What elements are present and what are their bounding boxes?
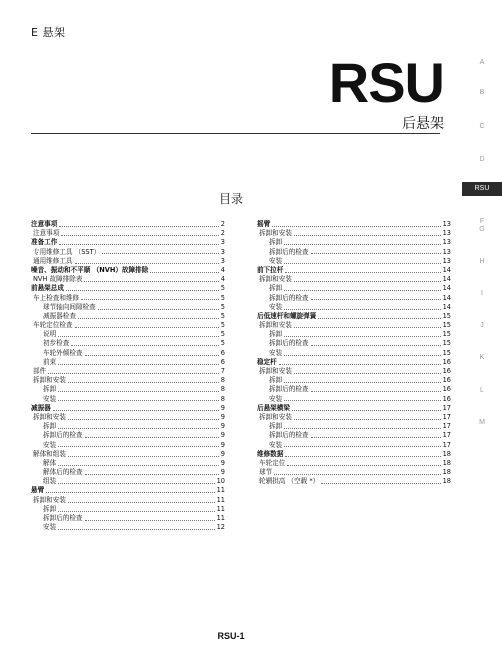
- toc-entry[interactable]: [31, 220, 225, 229]
- toc-leader-dots: [294, 229, 441, 236]
- toc-entry[interactable]: [257, 385, 451, 394]
- toc-leader-dots: [285, 450, 440, 457]
- toc-entry[interactable]: [257, 339, 451, 348]
- toc-leader-dots: [284, 257, 440, 264]
- toc-entry-page: 9: [220, 403, 225, 412]
- toc-leader-dots: [58, 523, 214, 530]
- toc-leader-dots: [311, 385, 441, 392]
- toc-entry-page: 9: [220, 458, 225, 467]
- toc-entry[interactable]: [257, 468, 451, 477]
- toc-leader-dots: [68, 413, 219, 420]
- toc-leader-dots: [66, 284, 219, 291]
- toc-entry-page: 5: [220, 311, 225, 320]
- side-tab-c[interactable]: C: [479, 123, 485, 130]
- toc-leader-dots: [279, 358, 441, 365]
- toc-entry-page: 14: [442, 284, 451, 293]
- toc-leader-dots: [98, 303, 219, 310]
- toc-entry-label: 拆卸: [43, 504, 57, 513]
- toc-entry-page: 14: [442, 275, 451, 284]
- toc-entry-label: 拆卸: [269, 422, 283, 431]
- toc-entry[interactable]: [31, 523, 225, 532]
- toc-leader-dots: [59, 220, 218, 227]
- toc-leader-dots: [58, 358, 219, 365]
- toc-entry-page: 14: [442, 293, 451, 302]
- toc-entry[interactable]: [257, 431, 451, 440]
- toc-entry[interactable]: [257, 238, 451, 247]
- toc-entry-label: 部件: [33, 367, 47, 375]
- toc-entry-page: 14: [442, 265, 451, 274]
- toc-leader-dots: [284, 422, 440, 429]
- toc-entry-page: 16: [442, 357, 451, 366]
- toc-entry[interactable]: [257, 450, 451, 459]
- toc-leader-dots: [284, 284, 440, 291]
- toc-entry[interactable]: [31, 413, 225, 422]
- toc-leader-dots: [294, 321, 441, 328]
- toc-entry-label: 轮辋拱高 （空载 *）: [259, 477, 320, 486]
- toc-entry[interactable]: [31, 367, 225, 376]
- toc-leader-dots: [284, 303, 440, 310]
- toc-entry-label: 注意事项: [31, 220, 58, 228]
- toc-leader-dots: [68, 376, 219, 383]
- toc-entry-page: 15: [442, 321, 451, 330]
- toc-entry-page: 16: [442, 376, 451, 385]
- page-number: RSU-1: [217, 631, 245, 641]
- toc-entry-label: 拆卸后的检查: [269, 339, 309, 348]
- toc-entry[interactable]: [31, 238, 225, 247]
- side-tab-g[interactable]: G: [479, 226, 485, 233]
- toc-entry-label: 维修数据: [257, 449, 284, 458]
- toc-leader-dots: [58, 330, 219, 337]
- toc-leader-dots: [292, 404, 441, 411]
- toc-entry-page: 8: [220, 376, 225, 385]
- toc-entry[interactable]: [31, 284, 225, 293]
- toc-entry-label: 安装: [269, 348, 283, 357]
- toc-leader-dots: [53, 404, 219, 411]
- toc-entry-label: 后悬架横梁: [257, 403, 290, 412]
- toc-entry-page: 11: [216, 495, 225, 504]
- toc-entry-label: 摇臂: [257, 220, 271, 228]
- toc-entry-label: 拆卸: [43, 422, 57, 431]
- side-tab-j[interactable]: J: [480, 322, 484, 329]
- toc-leader-dots: [272, 220, 440, 227]
- document-code: RSU: [328, 51, 444, 114]
- toc-entry-label: 悬臂: [31, 486, 45, 495]
- toc-entry-page: 15: [442, 330, 451, 339]
- toc-leader-dots: [284, 349, 440, 356]
- toc-entry[interactable]: [31, 294, 225, 303]
- toc-entry-label: 车上检查和维修: [33, 293, 80, 302]
- toc-entry[interactable]: [31, 312, 225, 321]
- toc-entry-label: NVH 故障排除表: [33, 275, 83, 284]
- toc-entry[interactable]: [31, 505, 225, 514]
- toc-leader-dots: [68, 496, 215, 503]
- toc-entry-page: 17: [442, 431, 451, 440]
- toc-entry-label: 车轮外倾检查: [43, 348, 83, 357]
- toc-entry[interactable]: [257, 220, 451, 229]
- toc-entry-page: 13: [442, 247, 451, 256]
- toc-entry-label: 解体: [43, 458, 57, 467]
- toc-entry[interactable]: [31, 404, 225, 413]
- toc-leader-dots: [294, 275, 441, 282]
- header-divider: [31, 133, 440, 134]
- toc-entry-label: 拆卸后的检查: [269, 247, 309, 256]
- toc-entry-page: 9: [220, 468, 225, 477]
- toc-entry-page: 2: [220, 229, 225, 238]
- toc-entry-label: 拆卸: [269, 330, 283, 339]
- toc-entry[interactable]: [31, 385, 225, 394]
- toc-leader-dots: [75, 321, 219, 328]
- toc-leader-dots: [150, 266, 218, 273]
- toc-leader-dots: [75, 257, 219, 264]
- toc-left-column: [31, 220, 225, 532]
- toc-entry-label: 拆卸和安装: [259, 275, 292, 284]
- toc-leader-dots: [274, 468, 440, 475]
- toc-leader-dots: [58, 459, 219, 466]
- toc-entry-page: 18: [442, 468, 451, 477]
- toc-entry-page: 3: [220, 238, 225, 247]
- toc-entry-page: 16: [442, 394, 451, 403]
- toc-entry-page: 15: [442, 311, 451, 320]
- toc-leader-dots: [78, 312, 219, 319]
- toc-entry-label: 噪音、振动和不平顺 （NVH）故障排除: [31, 265, 149, 274]
- toc-entry-page: 9: [220, 431, 225, 440]
- toc-leader-dots: [287, 459, 440, 466]
- toc-entry-label: 安装: [43, 394, 57, 403]
- toc-leader-dots: [85, 349, 219, 356]
- toc-entry-page: 9: [220, 412, 225, 421]
- toc-entry-page: 8: [220, 394, 225, 403]
- toc-entry-label: 解体后的检查: [43, 468, 83, 477]
- toc-entry-label: 拆卸和安装: [259, 321, 292, 330]
- toc-entry[interactable]: [31, 349, 225, 358]
- toc-leader-dots: [46, 486, 214, 493]
- toc-entry-label: 前束: [43, 357, 57, 366]
- toc-leader-dots: [48, 367, 219, 374]
- toc-entry-label: 通用维修工具: [33, 256, 73, 265]
- toc-entry[interactable]: [31, 441, 225, 450]
- toc-leader-dots: [58, 385, 219, 392]
- toc-entry[interactable]: [31, 358, 225, 367]
- toc-entry-label: 解体和组装: [33, 449, 66, 458]
- toc-entry-page: 5: [220, 339, 225, 348]
- toc-entry-label: 前悬架总成: [31, 284, 64, 293]
- toc-entry[interactable]: [31, 486, 225, 495]
- toc-entry-label: 拆卸和安装: [259, 229, 292, 238]
- toc-entry-page: 14: [442, 302, 451, 311]
- toc-entry[interactable]: [257, 284, 451, 293]
- toc-entry-label: 减振器: [31, 403, 51, 412]
- toc-entry-page: 12: [216, 523, 225, 532]
- toc-entry-label: 拆卸后的检查: [269, 385, 309, 394]
- toc-entry[interactable]: [31, 477, 225, 486]
- document-title: 后悬架: [402, 116, 444, 132]
- toc-entry-label: 拆卸和安装: [33, 376, 66, 385]
- toc-entry[interactable]: [257, 349, 451, 358]
- toc-leader-dots: [294, 367, 441, 374]
- toc-entry[interactable]: [257, 321, 451, 330]
- side-tab-m[interactable]: M: [479, 419, 485, 426]
- toc-entry[interactable]: [31, 496, 225, 505]
- toc-entry-page: 9: [220, 440, 225, 449]
- toc-entry-page: 15: [442, 339, 451, 348]
- toc-entry[interactable]: [31, 257, 225, 266]
- toc-entry-label: 拆卸后的检查: [269, 431, 309, 440]
- side-tab-k[interactable]: K: [479, 354, 485, 361]
- toc-entry-label: 安装: [269, 440, 283, 449]
- toc-leader-dots: [85, 514, 215, 521]
- toc-entry[interactable]: [31, 395, 225, 404]
- toc-leader-dots: [284, 330, 440, 337]
- toc-entry[interactable]: [257, 395, 451, 404]
- toc-entry-label: 拆卸和安装: [33, 495, 66, 504]
- toc-entry-label: 安装: [43, 523, 57, 532]
- toc-leader-dots: [311, 294, 441, 301]
- toc-entry-page: 18: [442, 477, 451, 486]
- toc-entry-page: 13: [442, 256, 451, 265]
- toc-entry[interactable]: [31, 303, 225, 312]
- side-tab-i[interactable]: I: [481, 290, 483, 297]
- toc-leader-dots: [58, 477, 214, 484]
- toc-entry[interactable]: [257, 229, 451, 238]
- toc-entry-label: 拆卸和安装: [259, 412, 292, 421]
- toc-entry-page: 5: [220, 302, 225, 311]
- toc-entry-page: 11: [216, 504, 225, 513]
- toc-entry-page: 13: [442, 220, 451, 228]
- toc-leader-dots: [81, 294, 219, 301]
- toc-entry[interactable]: [257, 376, 451, 385]
- toc-entry[interactable]: [31, 275, 225, 284]
- toc-entry-page: 18: [442, 449, 451, 458]
- toc-entry-label: 车轮定位: [259, 458, 286, 467]
- toc-leader-dots: [58, 505, 214, 512]
- toc-entry-label: 球节: [259, 468, 273, 477]
- toc-entry-label: 拆卸: [269, 376, 283, 385]
- toc-leader-dots: [311, 431, 441, 438]
- toc-leader-dots: [311, 248, 441, 255]
- toc-entry[interactable]: [31, 514, 225, 523]
- toc-entry-label: 说明: [43, 330, 57, 339]
- toc-entry-page: 5: [220, 321, 225, 330]
- toc-leader-dots: [284, 376, 440, 383]
- toc-entry-page: 17: [442, 440, 451, 449]
- toc-entry-label: 安装: [269, 256, 283, 265]
- toc-entry[interactable]: [257, 477, 451, 486]
- toc-entry-label: 安装: [269, 302, 283, 311]
- toc-entry-page: 5: [220, 293, 225, 302]
- section-header: E 悬架: [31, 26, 66, 39]
- toc-leader-dots: [58, 422, 219, 429]
- toc-leader-dots: [61, 229, 218, 236]
- side-tab-l[interactable]: L: [480, 387, 484, 394]
- toc-entry[interactable]: [31, 468, 225, 477]
- toc-leader-dots: [85, 431, 219, 438]
- toc-entry-label: 专用维修工具 （SST）: [33, 247, 101, 256]
- toc-entry-page: 16: [442, 385, 451, 394]
- toc-title: 目录: [218, 192, 243, 206]
- toc-entry-label: 拆卸: [269, 284, 283, 293]
- toc-entry[interactable]: [31, 229, 225, 238]
- toc-entry-page: 3: [220, 256, 225, 265]
- toc-entry[interactable]: [257, 367, 451, 376]
- toc-leader-dots: [321, 477, 440, 484]
- toc-entry[interactable]: [257, 459, 451, 468]
- toc-entry[interactable]: [31, 339, 225, 348]
- toc-entry-page: 11: [216, 486, 225, 495]
- toc-entry-page: 9: [220, 422, 225, 431]
- toc-entry[interactable]: [257, 275, 451, 284]
- toc-entry[interactable]: [257, 257, 451, 266]
- toc-leader-dots: [71, 339, 218, 346]
- toc-entry-page: 3: [220, 247, 225, 256]
- toc-entry-page: 8: [220, 385, 225, 394]
- toc-entry-page: 18: [442, 458, 451, 467]
- toc-entry[interactable]: [257, 358, 451, 367]
- toc-leader-dots: [58, 395, 219, 402]
- toc-right-column: [257, 220, 451, 486]
- toc-entry[interactable]: [257, 422, 451, 431]
- toc-leader-dots: [58, 441, 219, 448]
- toc-entry-label: 前下拉杆: [257, 265, 284, 274]
- toc-entry[interactable]: [257, 303, 451, 312]
- side-tab-h[interactable]: H: [479, 258, 485, 265]
- toc-entry-page: 16: [442, 367, 451, 375]
- toc-entry-page: 7: [220, 367, 225, 375]
- toc-entry-page: 5: [220, 330, 225, 339]
- toc-leader-dots: [102, 248, 219, 255]
- toc-entry-page: 6: [220, 357, 225, 366]
- toc-entry[interactable]: [31, 321, 225, 330]
- toc-leader-dots: [311, 339, 441, 346]
- toc-entry-page: 11: [216, 514, 225, 522]
- toc-entry-label: 拆卸后的检查: [43, 514, 83, 522]
- toc-entry-label: 减振器检查: [43, 311, 76, 320]
- toc-entry[interactable]: [257, 441, 451, 450]
- toc-entry-label: 注意事项: [33, 229, 60, 238]
- toc-entry-page: 9: [220, 449, 225, 458]
- toc-entry-page: 4: [220, 265, 225, 274]
- toc-entry-label: 初步检查: [43, 339, 70, 348]
- toc-leader-dots: [84, 275, 218, 282]
- toc-leader-dots: [318, 312, 440, 319]
- toc-entry-page: 6: [220, 348, 225, 357]
- toc-entry-page: 4: [220, 275, 225, 284]
- toc-entry[interactable]: [257, 294, 451, 303]
- toc-entry-page: 17: [442, 422, 451, 431]
- toc-entry[interactable]: [257, 248, 451, 257]
- toc-leader-dots: [284, 238, 440, 245]
- toc-entry[interactable]: [31, 431, 225, 440]
- toc-entry[interactable]: [257, 312, 451, 321]
- toc-entry-page: 2: [220, 220, 225, 228]
- side-tab-b[interactable]: B: [479, 89, 485, 96]
- toc-entry-label: 后低速杆和螺旋弹簧: [257, 311, 317, 320]
- toc-entry[interactable]: [257, 266, 451, 275]
- toc-entry-label: 拆卸和安装: [33, 412, 66, 421]
- toc-entry-label: 组装: [43, 477, 57, 486]
- toc-entry[interactable]: [31, 422, 225, 431]
- toc-leader-dots: [284, 441, 440, 448]
- toc-entry-page: 10: [216, 477, 225, 486]
- toc-entry[interactable]: [31, 248, 225, 257]
- toc-entry[interactable]: [31, 450, 225, 459]
- toc-entry-label: 准备工作: [31, 238, 58, 247]
- toc-entry[interactable]: [31, 266, 225, 275]
- toc-entry[interactable]: [31, 459, 225, 468]
- toc-leader-dots: [59, 238, 218, 245]
- toc-entry-page: 17: [442, 403, 451, 412]
- toc-leader-dots: [85, 468, 219, 475]
- toc-entry[interactable]: [257, 413, 451, 422]
- toc-leader-dots: [68, 450, 219, 457]
- side-tab-d[interactable]: D: [479, 156, 485, 163]
- toc-entry-page: 15: [442, 348, 451, 357]
- toc-leader-dots: [285, 266, 440, 273]
- toc-entry-label: 拆卸: [269, 238, 283, 247]
- toc-entry-label: 球节轴向间隙检查: [43, 302, 96, 311]
- side-tab-f[interactable]: F: [479, 218, 485, 225]
- toc-entry-page: 5: [220, 284, 225, 293]
- toc-entry-page: 13: [442, 229, 451, 238]
- toc-entry-page: 13: [442, 238, 451, 247]
- toc-leader-dots: [294, 413, 441, 420]
- toc-entry-label: 稳定杆: [257, 357, 277, 366]
- toc-entry-label: 拆卸后的检查: [269, 293, 309, 302]
- toc-entry-label: 拆卸后的检查: [43, 431, 83, 440]
- toc-entry-label: 车轮定位检查: [33, 321, 73, 330]
- toc-entry-label: 拆卸和安装: [259, 367, 292, 375]
- toc-entry-page: 17: [442, 412, 451, 421]
- side-tab-a[interactable]: A: [479, 59, 485, 66]
- toc-entry[interactable]: [31, 376, 225, 385]
- toc-entry-label: 安装: [269, 394, 283, 403]
- toc-entry-label: 拆卸: [43, 385, 57, 394]
- toc-leader-dots: [284, 395, 440, 402]
- toc-entry-label: 安装: [43, 440, 57, 449]
- toc-entry[interactable]: [257, 404, 451, 413]
- side-tab-rsu[interactable]: RSU: [462, 182, 502, 196]
